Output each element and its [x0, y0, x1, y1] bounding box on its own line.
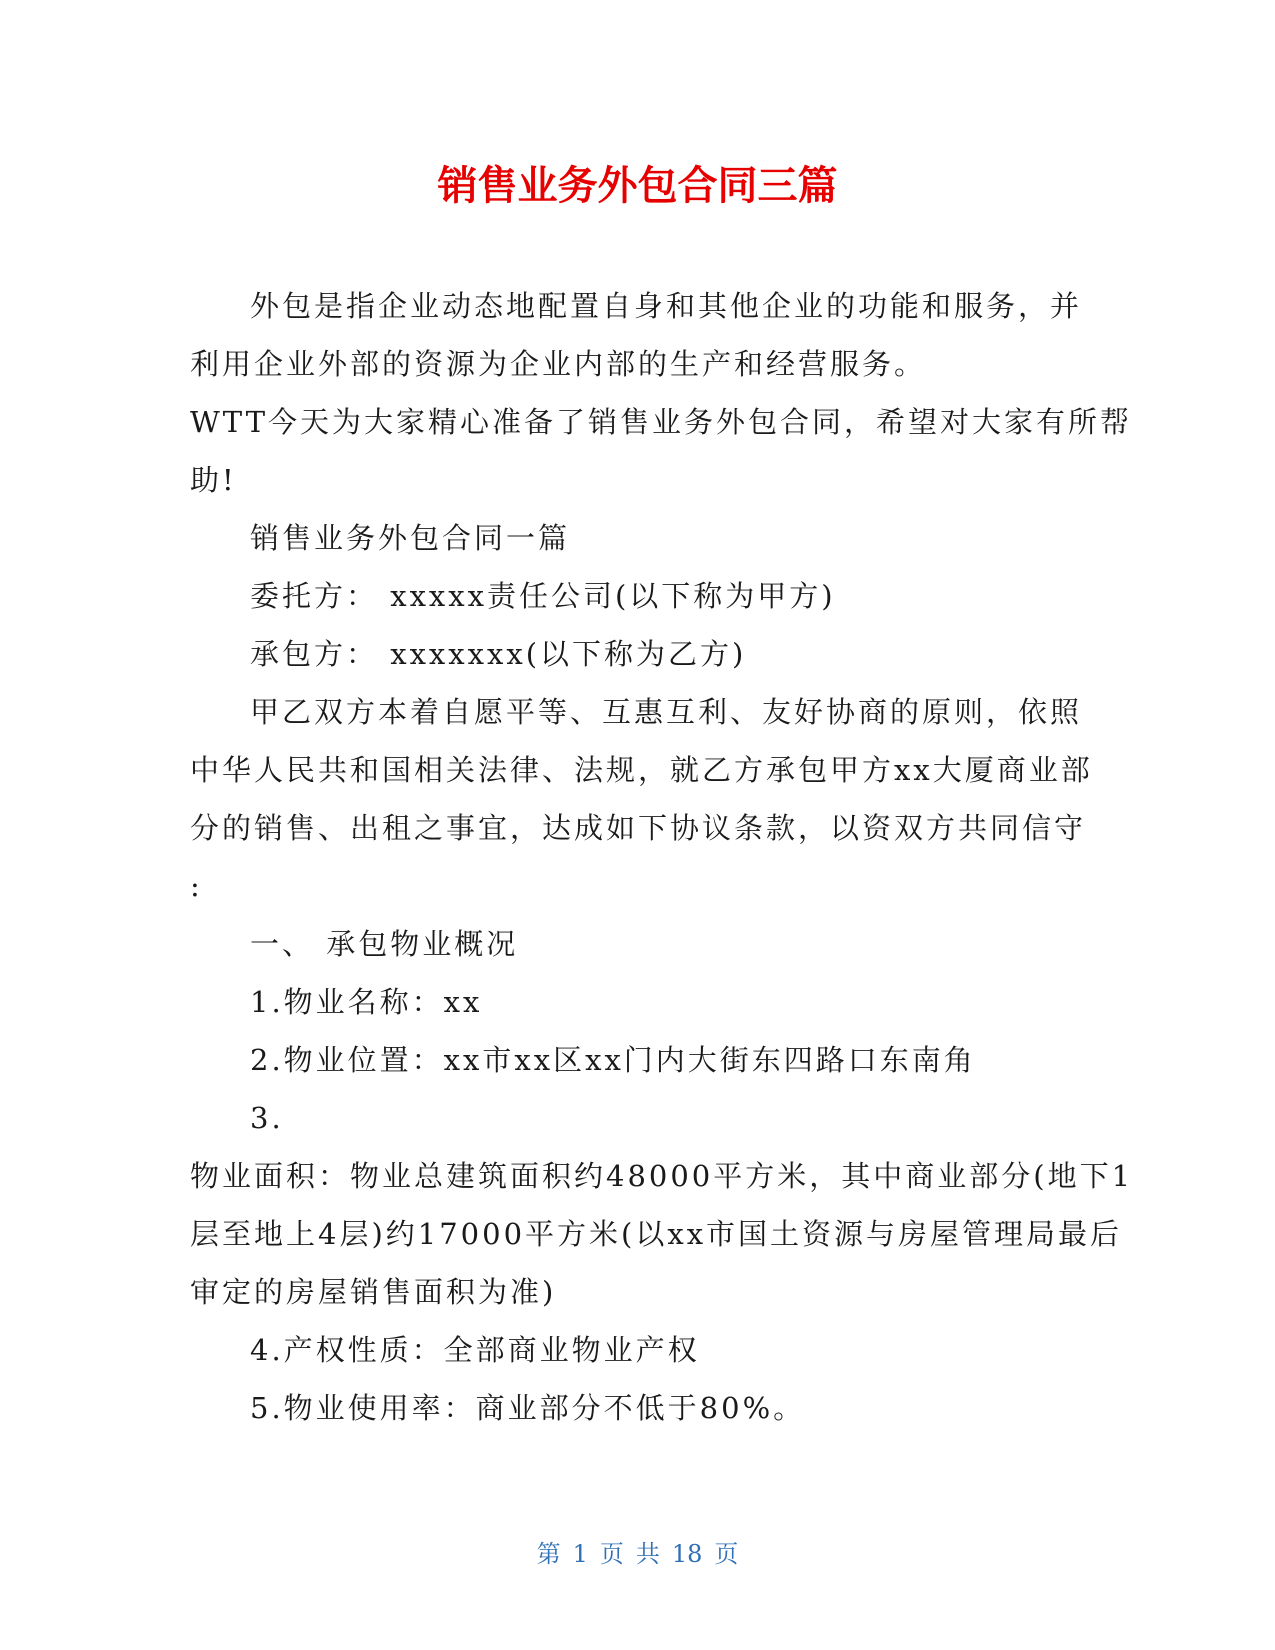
clause-item-3-line-1: 物业面积：物业总建筑面积约48000平方米，其中商业部分(地下1: [190, 1159, 1134, 1193]
clause-item-1: 1.物业名称：xx: [250, 985, 483, 1019]
page-footer: [0, 1538, 1275, 1570]
section-heading-first: 销售业务外包合同一篇: [250, 521, 571, 555]
clause-heading-1: 一、 承包物业概况: [250, 927, 519, 961]
paragraph-line-2: 利用企业外部的资源为企业内部的生产和经营服务。: [190, 347, 927, 381]
contractor-party-line: 承包方： xxxxxxx(以下称为乙方): [250, 637, 747, 671]
footer-suffix: 页: [714, 1540, 739, 1568]
paragraph-line-9: 中华人民共和国相关法律、法规，就乙方承包甲方xx大厦商业部: [190, 753, 1093, 787]
clause-item-4: 4.产权性质：全部商业物业产权: [250, 1333, 700, 1367]
current-page-number: 1: [572, 1540, 588, 1568]
clause-item-5: 5.物业使用率：商业部分不低于80%。: [250, 1391, 806, 1425]
clause-item-3-line-3: 审定的房屋销售面积为准): [190, 1275, 557, 1309]
footer-prefix: 第: [536, 1540, 561, 1568]
paragraph-line-11: :: [190, 869, 203, 903]
footer-total-word: 共: [635, 1540, 660, 1568]
total-pages-number: 18: [671, 1540, 703, 1568]
document-title: 销售业务外包合同三篇: [437, 163, 838, 209]
clause-item-2: 2.物业位置：xx市xx区xx门内大街东四路口东南角: [250, 1043, 976, 1077]
paragraph-line-4: 助!: [190, 463, 237, 497]
paragraph-line-3: WTT今天为大家精心准备了销售业务外包合同，希望对大家有所帮: [190, 405, 1133, 439]
paragraph-line-8: 甲乙双方本着自愿平等、互惠互利、友好协商的原则，依照: [250, 695, 1083, 729]
paragraph-line-10: 分的销售、出租之事宜，达成如下协议条款，以资双方共同信守: [190, 811, 1087, 845]
clause-item-3-number: 3.: [250, 1101, 284, 1135]
client-party-line: 委托方： xxxxx责任公司(以下称为甲方): [250, 579, 836, 613]
footer-page-word: 页: [599, 1540, 624, 1568]
clause-item-3-line-2: 层至地上4层)约17000平方米(以xx市国土资源与房屋管理局最后: [190, 1217, 1123, 1251]
paragraph-line-1: 外包是指企业动态地配置自身和其他企业的功能和服务，并: [250, 289, 1083, 323]
